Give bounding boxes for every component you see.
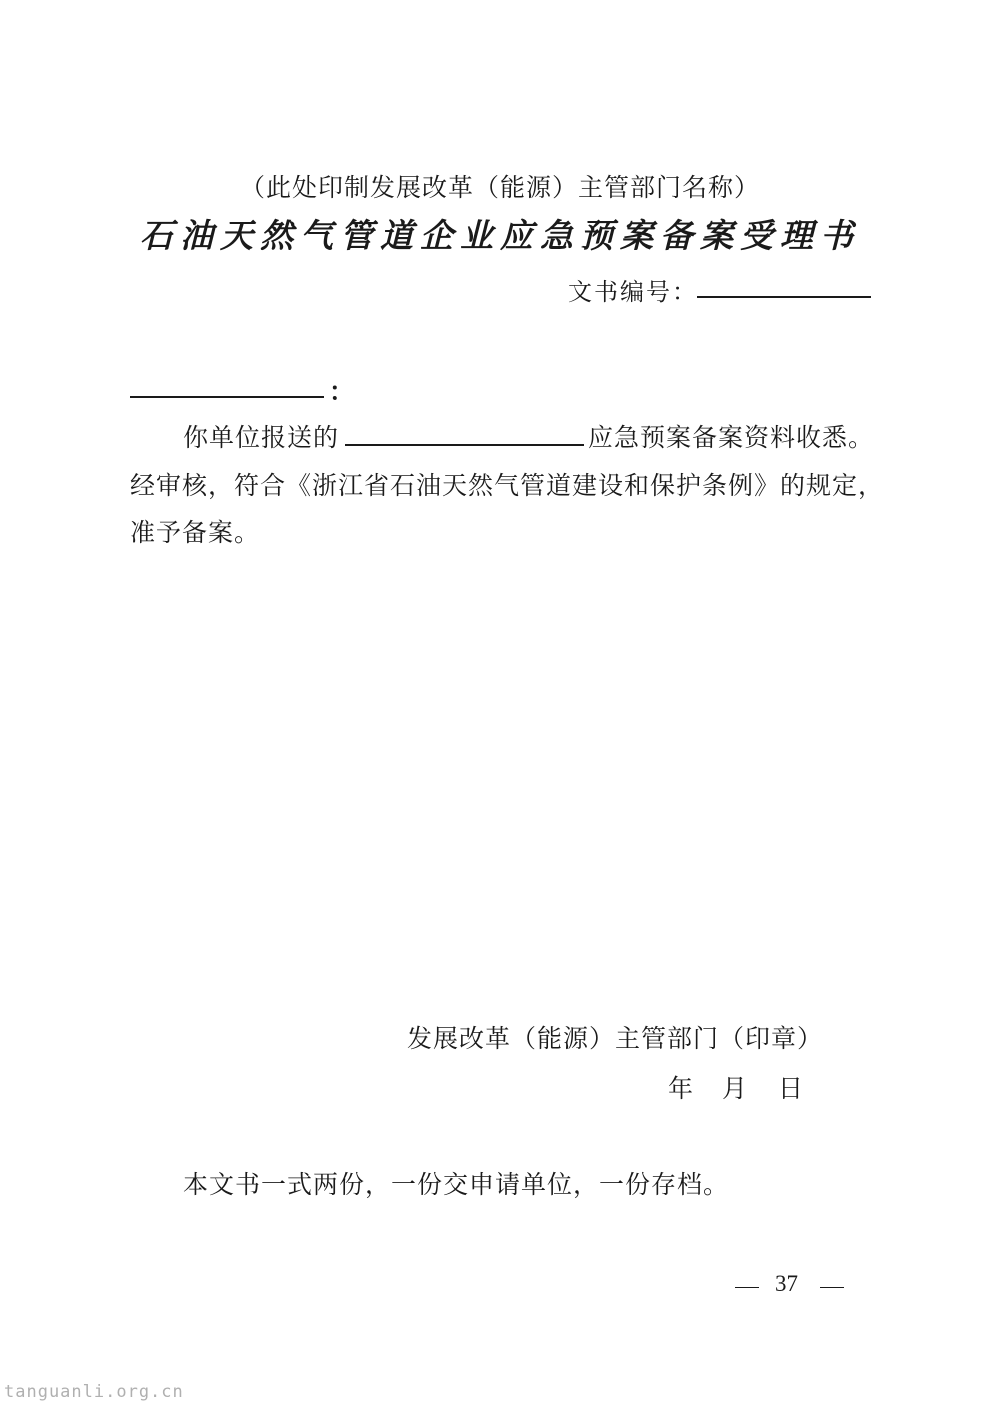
plan-name-blank xyxy=(345,444,584,446)
page-number: 37 xyxy=(775,1271,798,1296)
body-line1-suffix: 应急预案备案资料收悉。 xyxy=(588,423,875,452)
copies-note: 本文书一式两份，一份交申请单位，一份存档。 xyxy=(183,1170,730,1199)
body-line3: 准予备案。 xyxy=(130,518,261,547)
doc-number-label: 文书编号： xyxy=(568,278,698,306)
date-year-label: 年 xyxy=(668,1074,694,1103)
page-number-dash-right xyxy=(820,1287,844,1288)
body-line2: 经审核，符合《浙江省石油天然气管道建设和保护条例》的规定， xyxy=(130,471,885,500)
recipient-colon: ： xyxy=(329,377,355,406)
date-day-label: 日 xyxy=(778,1074,804,1103)
body-line1-prefix: 你单位报送的 xyxy=(183,423,340,452)
signature-department: 发展改革（能源）主管部门（印章） xyxy=(407,1024,824,1053)
recipient-blank xyxy=(130,396,324,398)
date-month-label: 月 xyxy=(722,1074,748,1103)
watermark: tanguanli.org.cn xyxy=(4,1382,184,1402)
page-number-dash-left xyxy=(735,1287,759,1288)
doc-number-blank xyxy=(697,296,871,298)
department-name-placeholder: （此处印制发展改革（能源）主管部门名称） xyxy=(239,173,760,202)
document-title: 石油天然气管道企业应急预案备案受理书 xyxy=(140,216,860,255)
